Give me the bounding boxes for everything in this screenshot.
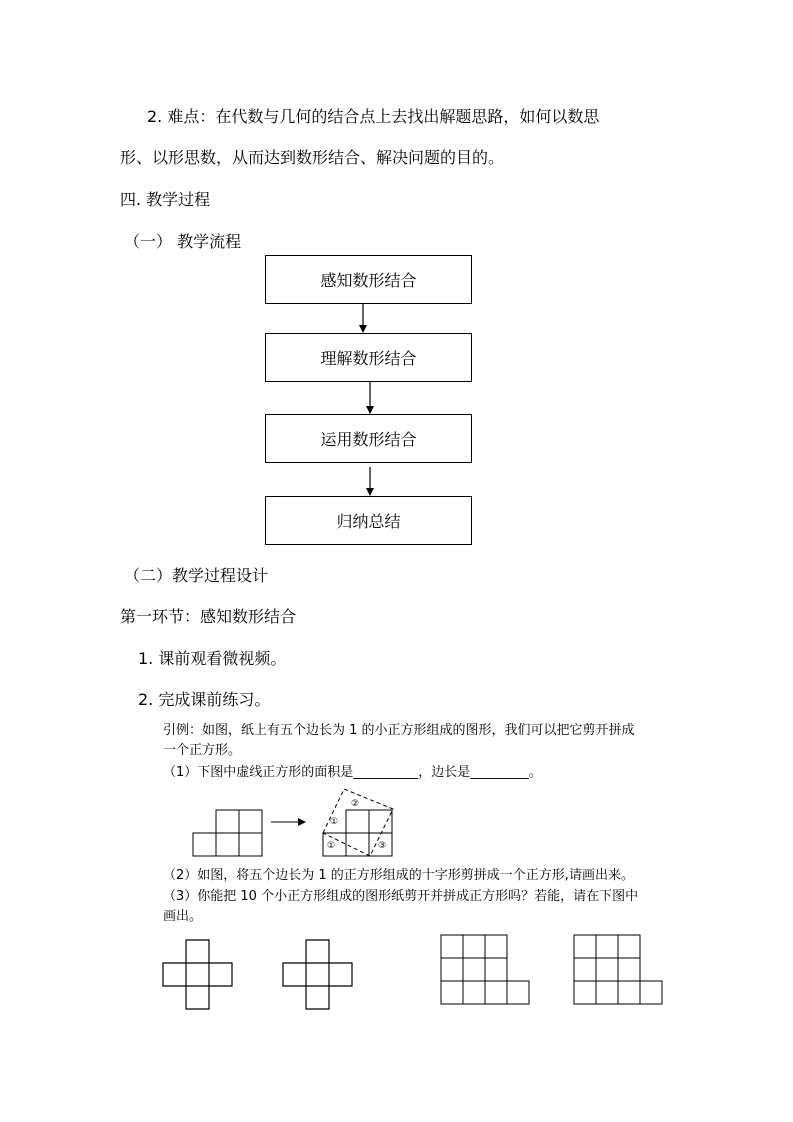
label-piece-1a: ① xyxy=(327,841,336,851)
ten-squares-figure-1 xyxy=(441,935,529,1004)
sub1-heading: （一） 教学流程 xyxy=(124,232,242,251)
ten-squares-figure-2 xyxy=(574,935,662,1004)
question-2: （2）如图，将五个边长为 1 的正方形组成的十字形剪拼成一个正方形,请画出来。 xyxy=(163,868,634,883)
difficulty-line-2: 形、以形思数，从而达到数形结合、解决问题的目的。 xyxy=(120,148,505,167)
item-2: 2. 完成课前练习。 xyxy=(138,690,271,709)
cross-figure-2 xyxy=(283,940,352,1009)
sub2-heading: （二）教学过程设计 xyxy=(124,566,269,585)
cross-figure-1 xyxy=(163,940,232,1009)
flow-step-4: 归纳总结 xyxy=(265,496,472,545)
flow-step-2: 理解数形结合 xyxy=(265,333,472,382)
example-line-1: 引例：如图，纸上有五个边长为 1 的小正方形组成的图形，我们可以把它剪开拼成 xyxy=(163,723,635,738)
example-line-2: 一个正方形。 xyxy=(163,743,242,758)
label-piece-1b: ① xyxy=(330,817,339,827)
flow-step-1: 感知数形结合 xyxy=(265,255,472,304)
label-piece-2: ② xyxy=(351,799,360,809)
question-3-line-1: （3）你能把 10 个小正方形组成的图形纸剪开并拼成正方形吗？若能，请在下图中 xyxy=(163,889,639,904)
item-1: 1. 课前观看微视频。 xyxy=(138,649,287,668)
difficulty-line-1: 2. 难点：在代数与几何的结合点上去找出解题思路，如何以数思 xyxy=(147,107,600,126)
stage1-heading: 第一环节：感知数形结合 xyxy=(120,607,297,626)
flow-step-3: 运用数形结合 xyxy=(265,414,472,463)
label-piece-3: ③ xyxy=(378,841,387,851)
section4-heading: 四. 教学过程 xyxy=(120,190,211,209)
five-squares-figure xyxy=(193,810,262,856)
question-3-line-2: 画出。 xyxy=(163,909,203,924)
question-1: （1）下图中虚线正方形的面积是__________，边长是_________。 xyxy=(163,765,542,780)
